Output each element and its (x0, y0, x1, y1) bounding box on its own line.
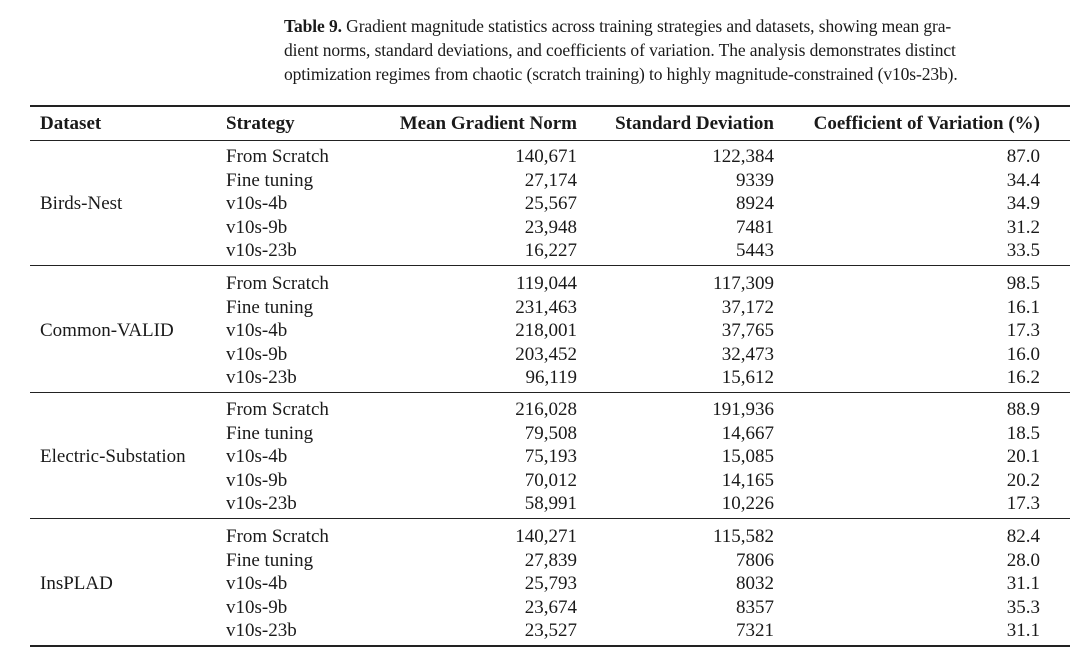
coefficient-of-variation-cell: 16.0 (1006, 343, 1040, 365)
table-caption (284, 14, 1064, 86)
mean-gradient-norm-cell: 231,463 (515, 296, 577, 318)
strategy-cell: v10s-4b (226, 320, 288, 341)
strategy-cell: v10s-4b (226, 573, 288, 594)
standard-deviation-cell: 122,384 (712, 146, 774, 167)
standard-deviation-cell: 37,172 (721, 296, 774, 318)
strategy-cell: Fine tuning (226, 296, 314, 318)
mean-gradient-norm-cell: 216,028 (515, 399, 577, 420)
mean-gradient-norm-cell: 79,508 (524, 422, 577, 444)
mean-gradient-norm-cell: 96,119 (525, 367, 577, 388)
coefficient-of-variation-cell: 34.4 (1006, 169, 1040, 191)
standard-deviation-cell: 117,309 (712, 273, 774, 294)
standard-deviation-cell: 9339 (736, 169, 774, 191)
standard-deviation-cell: 8357 (736, 596, 774, 618)
bottom-rule (30, 645, 1070, 647)
standard-deviation-cell: 15,612 (721, 367, 774, 388)
caption-label: Table 9. (284, 16, 342, 36)
mean-gradient-norm-cell: 70,012 (524, 469, 577, 491)
dataset-label: Electric-Substation (40, 446, 186, 467)
strategy-cell: Fine tuning (226, 549, 314, 571)
strategy-cell: From Scratch (226, 146, 329, 167)
coefficient-of-variation-cell: 28.0 (1006, 549, 1040, 571)
strategy-cell: From Scratch (226, 526, 329, 547)
standard-deviation-cell: 115,582 (712, 526, 774, 547)
mean-gradient-norm-cell: 140,271 (515, 526, 577, 547)
mean-gradient-norm-cell: 218,001 (515, 320, 577, 341)
strategy-cell: v10s-23b (226, 620, 297, 641)
strategy-cell: v10s-9b (226, 469, 288, 491)
mean-gradient-norm-cell: 27,174 (524, 169, 577, 191)
mean-gradient-norm-cell: 27,839 (524, 549, 577, 571)
strategy-cell: v10s-23b (226, 493, 297, 514)
standard-deviation-cell: 14,165 (721, 469, 774, 491)
strategy-cell: v10s-23b (226, 367, 297, 388)
coefficient-of-variation-cell: 17.3 (1006, 493, 1040, 514)
header-coefficient-of-variation: Coefficient of Variation (%) (813, 113, 1040, 134)
coefficient-of-variation-cell: 31.1 (1006, 573, 1040, 594)
mean-gradient-norm-cell: 23,527 (524, 620, 577, 641)
standard-deviation-cell: 37,765 (721, 320, 774, 341)
caption-line-1: Gradient magnitude statistics across training strategies and datasets, showing mean gra- (346, 16, 952, 36)
standard-deviation-cell: 8032 (736, 573, 774, 594)
strategy-cell: v10s-9b (226, 596, 288, 618)
caption-line-3: optimization regimes from chaotic (scratch training) to highly magnitude-constrained (v10s-23b). (284, 64, 958, 84)
coefficient-of-variation-cell: 16.2 (1006, 367, 1040, 388)
strategy-cell: From Scratch (226, 273, 329, 294)
standard-deviation-cell: 14,667 (721, 422, 774, 444)
strategy-cell: Fine tuning (226, 169, 314, 191)
standard-deviation-cell: 32,473 (721, 343, 774, 365)
strategy-cell: v10s-9b (226, 216, 288, 238)
group-separator-rule (30, 392, 1070, 393)
group-separator-rule (30, 518, 1070, 519)
strategy-cell: v10s-4b (226, 446, 288, 467)
standard-deviation-cell: 7481 (736, 216, 774, 238)
coefficient-of-variation-cell: 31.1 (1006, 620, 1040, 641)
coefficient-of-variation-cell: 88.9 (1006, 399, 1040, 420)
standard-deviation-cell: 10,226 (721, 493, 774, 514)
coefficient-of-variation-cell: 31.2 (1006, 216, 1040, 238)
top-rule (30, 105, 1070, 107)
header-mean-gradient-norm: Mean Gradient Norm (399, 113, 577, 134)
mean-gradient-norm-cell: 25,567 (524, 193, 577, 214)
strategy-cell: v10s-4b (226, 193, 288, 214)
coefficient-of-variation-cell: 82.4 (1006, 526, 1040, 547)
standard-deviation-cell: 5443 (736, 240, 774, 261)
coefficient-of-variation-cell: 18.5 (1006, 422, 1040, 444)
strategy-cell: v10s-9b (226, 343, 288, 365)
mean-gradient-norm-cell: 203,452 (515, 343, 577, 365)
mean-gradient-norm-cell: 75,193 (524, 446, 577, 467)
standard-deviation-cell: 7806 (736, 549, 774, 571)
strategy-cell: From Scratch (226, 399, 329, 420)
coefficient-of-variation-cell: 16.1 (1006, 296, 1040, 318)
standard-deviation-cell: 8924 (736, 193, 774, 214)
header-strategy: Strategy (226, 113, 295, 134)
strategy-cell: Fine tuning (226, 422, 314, 444)
coefficient-of-variation-cell: 17.3 (1006, 320, 1040, 341)
coefficient-of-variation-cell: 35.3 (1006, 596, 1040, 618)
group-separator-rule (30, 265, 1070, 266)
mean-gradient-norm-cell: 140,671 (515, 146, 577, 167)
dataset-label: InsPLAD (40, 573, 113, 594)
dataset-label: Birds-Nest (40, 193, 123, 214)
caption-line-2: dient norms, standard deviations, and coefficients of variation. The analysis demonstrates distinct (284, 40, 956, 60)
coefficient-of-variation-cell: 20.1 (1006, 446, 1040, 467)
coefficient-of-variation-cell: 34.9 (1006, 193, 1040, 214)
standard-deviation-cell: 15,085 (721, 446, 774, 467)
mean-gradient-norm-cell: 23,948 (524, 216, 577, 238)
standard-deviation-cell: 7321 (736, 620, 774, 641)
header-standard-deviation: Standard Deviation (615, 113, 774, 134)
coefficient-of-variation-cell: 33.5 (1006, 240, 1040, 261)
mean-gradient-norm-cell: 58,991 (524, 493, 577, 514)
coefficient-of-variation-cell: 98.5 (1006, 273, 1040, 294)
mean-gradient-norm-cell: 23,674 (524, 596, 577, 618)
header-rule (30, 140, 1070, 141)
mean-gradient-norm-cell: 119,044 (515, 273, 577, 294)
coefficient-of-variation-cell: 20.2 (1006, 469, 1040, 491)
mean-gradient-norm-cell: 16,227 (524, 240, 577, 261)
mean-gradient-norm-cell: 25,793 (524, 573, 577, 594)
header-dataset: Dataset (40, 113, 102, 134)
dataset-label: Common-VALID (40, 320, 174, 341)
strategy-cell: v10s-23b (226, 240, 297, 261)
standard-deviation-cell: 191,936 (712, 399, 774, 420)
coefficient-of-variation-cell: 87.0 (1006, 146, 1040, 167)
